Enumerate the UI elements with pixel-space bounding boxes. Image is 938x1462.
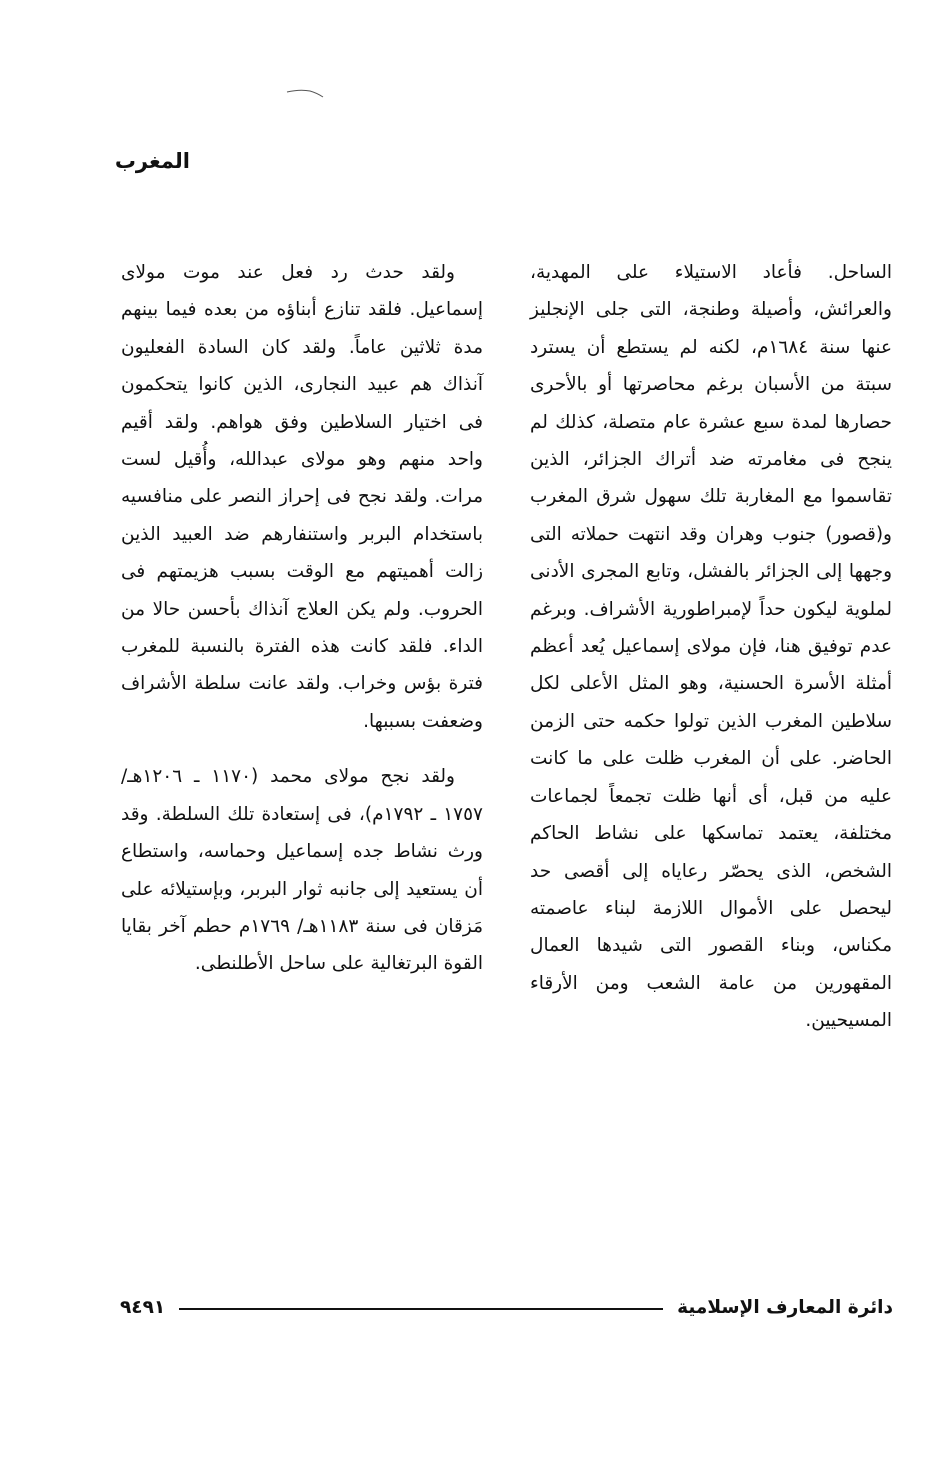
paragraph: ولقد نجح مولاى محمد (١١٧٠ ـ ١٢٠٦هـ/ ١٧٥٧ ـ ١٧٩٢م)، فى إستعادة تلك السلطة. وقد ورث نشاط جده إسماعيل وحماسه، واستطاع أن يستعيد إلى جانبه ثوار البربر، وبإستيلائه على مَزقان فى سنة ١١٨٣هـ/ ١٧٦٩م حطم آخر بقايا القوة البرتغالية على ساحل الأطلنطى. xyxy=(121,766,484,975)
right-column xyxy=(530,254,892,1040)
footer-rule xyxy=(179,1308,663,1310)
paragraph: ولقد حدث رد فعل عند موت مولاى إسماعيل. فلقد تنازع أبناؤه من بعده فيما بينهم مدة ثلاثين عاماً. ولقد كان السادة الفعليون آنذاك هم عبيد النجارى، الذين كانوا يتحكمون فى اختيار السلاطين وفق هواهم. ولقد أقيم واحد منهم وهو مولاى عبدالله، وأُقيل لست مرات. ولقد نجح فى إحراز النصر على منافسيه باستخدام البربر واستنفارهم ضد العبيد الذين زالت أهميتهم مع الوقت بسبب هزيمتهم فى الحروب. ولم يكن العلاج آنذاك بأحسن حالا من الداء. فلقد كانت هذه الفترة بالنسبة للمغرب فترة بؤس وخراب. ولقد عانت سلطة الأشراف وضعفت بسببها. xyxy=(121,262,483,732)
publication-title: دائرة المعارف الإسلامية xyxy=(677,1296,893,1318)
scan-mark xyxy=(286,88,324,98)
page-footer xyxy=(120,1292,893,1322)
running-head: المغرب xyxy=(114,149,190,173)
page-number: ٩٤٩١ xyxy=(120,1296,166,1318)
left-column xyxy=(121,254,483,983)
paragraph: الساحل. فأعاد الاستيلاء على المهدية، والعرائش، وأصيلة وطنجة، التى جلى الإنجليز عنها سنة ١٦٨٤م، لكنه لم يستطع أن يسترد سبتة من الأسبان برغم محاصرتها أو بالأحرى حصارها لمدة سبع عشرة عام متصلة، كذلك لم ينجح فى مغامرته ضد أتراك الجزائر، الذين تقاسموا مع المغاربة تلك سهول شرق المغرب و(قصور) جنوب وهران وقد انتهت حملاته التى وجهها إلى الجزائر بالفشل، وتابع المجرى الأدنى لملوية ليكون حداً لإمبراطورية الأشراف. وبرغم عدم توفيق هنا، فإن مولاى إسماعيل يُعد أعظم أمثلة الأسرة الحسنية، وهو المثل الأعلى لكل سلاطين المغرب الذين تولوا حكمه حتى الزمن الحاضر. على أن المغرب ظلت على ما كانت عليه من قبل، أى أنها ظلت تجمعاً لجماعات مختلفة، يعتمد تماسكها على نشاط الحاكم الشخص، الذى يحصّر رعاياه إلى أقصى حد ليحصل على الأموال اللازمة لبناء عاصمته مكناس، وبناء القصور التى شيدها العمال المقهورين من عامة الشعب ومن الأرقاء المسيحيين. xyxy=(530,262,892,1032)
